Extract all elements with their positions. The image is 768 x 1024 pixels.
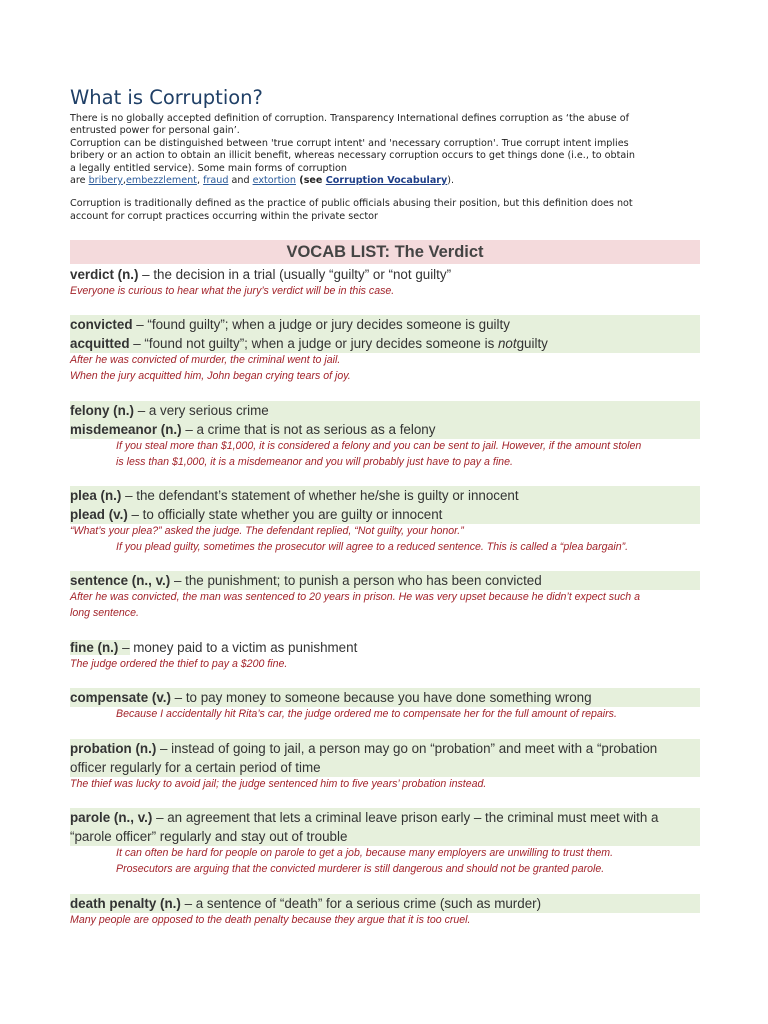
example-sentence: The judge ordered the thief to pay a $200 fine. <box>70 658 288 670</box>
term-word: misdemeanor (n.) <box>70 422 182 437</box>
term-line <box>70 638 700 657</box>
term-word: felony (n.) <box>70 403 134 418</box>
entry-fine <box>70 638 700 673</box>
entry-convicted-acquitted <box>70 315 700 384</box>
intro-text-fragment: (see <box>295 175 326 187</box>
term-line <box>70 739 700 758</box>
term-word: acquitted <box>70 336 130 351</box>
term-dash: – <box>118 640 130 655</box>
term-definition: – the decision in a trial (usually “guilty” or “not guilty” <box>138 267 452 282</box>
link-embezzlement[interactable]: embezzlement <box>125 175 197 187</box>
term-definition: – “found not guilty”; when a judge or jury decides someone is <box>129 336 498 351</box>
entry-felony-misdemeanor <box>70 401 700 470</box>
term-definition: – a crime that is not as serious as a felony <box>181 422 436 437</box>
term-definition: – the punishment; to punish a person who has been convicted <box>170 573 542 588</box>
term-line <box>70 420 700 439</box>
entry-compensate <box>70 688 700 723</box>
example-sentence: is less than $1,000, it is a misdemeanor and you will probably just have to pay a fine. <box>116 455 513 468</box>
intro-text-fragment: , <box>122 175 126 187</box>
intro-line: There is no globally accepted definition of corruption. Transparency International defines corruption as ‘the abuse of <box>70 113 629 124</box>
term-definition: – to pay money to someone because you have done something wrong <box>170 690 592 705</box>
intro-text-fragment: and <box>228 175 253 187</box>
term-definition: – an agreement that lets a criminal leave prison early – the criminal must meet with a <box>152 810 659 825</box>
example-sentence: long sentence. <box>70 606 139 619</box>
term-definition-emphasis: not <box>497 336 517 351</box>
term-word: compensate (v.) <box>70 690 171 705</box>
term-line <box>70 571 700 590</box>
example-sentence: Many people are opposed to the death penalty because they argue that it is too cruel. <box>70 914 471 926</box>
term-word: parole (n., v.) <box>70 810 153 825</box>
link-extortion[interactable]: extortion <box>252 175 296 187</box>
term-line <box>70 894 700 913</box>
example-sentence: After he was convicted, the man was sentenced to 20 years in prison. He was very upset because he didn’t expect such a <box>70 591 641 603</box>
term-word: probation (n.) <box>70 741 157 756</box>
term-line <box>70 401 700 420</box>
term-line: officer regularly for a certain period of time <box>70 758 700 777</box>
link-fraud[interactable]: fraud <box>203 175 229 187</box>
term-word: convicted <box>70 317 133 332</box>
term-line <box>70 688 700 707</box>
intro-line: Corruption is traditionally defined as the practice of public officials abusing their position, but this definition does not <box>70 198 633 210</box>
term-highlight <box>70 640 130 655</box>
intro-line: bribery or an action to obtain an illicit benefit, whereas necessary corruption occurs to get things done (i.e., to obtain <box>70 150 635 162</box>
example-sentence: After he was convicted of murder, the criminal went to jail. <box>70 354 341 366</box>
intro-line: Corruption can be distinguished between 'true corrupt intent' and 'necessary corruption'. True corrupt intent implies <box>70 137 629 149</box>
term-definition: – a very serious crime <box>133 403 269 418</box>
page-title: What is Corruption? <box>70 86 263 109</box>
example-sentence: Because I accidentally hit Rita’s car, the judge ordered me to compensate her for the full amount of repairs. <box>116 708 617 720</box>
example-sentence: Everyone is curious to hear what the jury’s verdict will be in this case. <box>70 285 395 297</box>
term-word: plead (v.) <box>70 507 128 522</box>
entry-probation <box>70 739 700 793</box>
intro-text-fragment: ). <box>447 175 455 187</box>
term-definition: – the defendant’s statement of whether he/she is guilty or innocent <box>121 488 519 503</box>
intro-line: a legally entitled service). Some main forms of corruption <box>70 162 348 174</box>
intro-line: account for corrupt practices occurring within the private sector <box>70 210 378 222</box>
term-line <box>70 486 700 505</box>
example-sentence: The thief was lucky to avoid jail; the judge sentenced him to five years’ probation instead. <box>70 778 487 790</box>
term-word: fine (n.) <box>70 640 119 655</box>
term-line <box>70 334 700 353</box>
example-sentence: “What’s your plea?” asked the judge. The defendant replied, “Not guilty, your honor.” <box>70 525 464 537</box>
entry-death-penalty <box>70 894 700 929</box>
intro-text <box>70 113 700 223</box>
entry-plea-plead <box>70 486 700 555</box>
term-definition: guilty <box>516 336 548 351</box>
link-bribery[interactable]: bribery <box>88 175 123 187</box>
example-sentence: When the jury acquitted him, John began crying tears of joy. <box>70 369 351 382</box>
term-definition: – a sentence of “death” for a serious crime (such as murder) <box>180 896 542 911</box>
example-sentence: If you steal more than $1,000, it is considered a felony and you can be sent to jail. However, if the amount stolen <box>116 440 642 452</box>
link-corruption-vocabulary[interactable]: Corruption Vocabulary <box>325 175 448 187</box>
entry-sentence <box>70 571 700 621</box>
spacer <box>70 187 700 198</box>
example-sentence: If you plead guilty, sometimes the prosecutor will agree to a reduced sentence. This is called a “plea bargain”. <box>116 540 629 553</box>
term-word: death penalty (n.) <box>70 896 181 911</box>
example-sentence: Prosecutors are arguing that the convicted murderer is still dangerous and should not be granted parole. <box>116 862 605 875</box>
intro-text-fragment: , <box>196 175 204 187</box>
intro-forms-line <box>70 175 700 187</box>
intro-text-fragment: are <box>70 175 89 187</box>
term-line <box>70 505 700 524</box>
entry-verdict <box>70 265 700 300</box>
vocab-list-header: VOCAB LIST: The Verdict <box>70 240 700 264</box>
term-line <box>70 808 700 827</box>
term-line: “parole officer” regularly and stay out of trouble <box>70 827 700 846</box>
term-definition: – to officially state whether you are guilty or innocent <box>127 507 443 522</box>
term-word: sentence (n., v.) <box>70 573 171 588</box>
term-line <box>70 315 700 334</box>
intro-line: entrusted power for personal gain’. <box>70 125 240 137</box>
term-definition: money paid to a victim as punishment <box>129 640 358 655</box>
term-definition: – instead of going to jail, a person may go on “probation” and meet with a “probation <box>156 741 658 756</box>
term-line <box>70 265 700 284</box>
term-word: plea (n.) <box>70 488 122 503</box>
term-definition: – “found guilty”; when a judge or jury decides someone is guilty <box>132 317 510 332</box>
entry-parole <box>70 808 700 877</box>
term-word: verdict (n.) <box>70 267 139 282</box>
example-sentence: It can often be hard for people on parole to get a job, because many employers are unwilling to trust them. <box>116 847 614 859</box>
